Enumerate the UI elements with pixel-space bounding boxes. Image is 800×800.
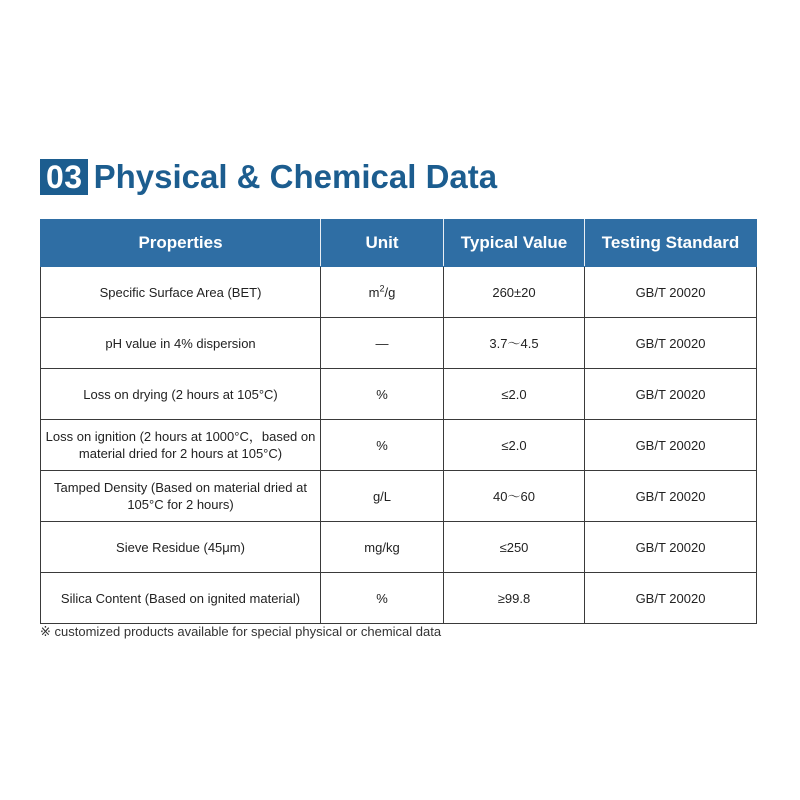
section-title: Physical & Chemical Data xyxy=(93,158,498,195)
cell-property: Loss on drying (2 hours at 105°C) xyxy=(41,369,321,420)
table-row xyxy=(41,318,757,369)
table-header-row xyxy=(41,220,757,267)
cell-typical-value: ≥99.8 xyxy=(444,573,585,624)
column-header-testing-standard: Testing Standard xyxy=(585,220,757,267)
cell-property: Tamped Density (Based on material dried at 105°C for 2 hours) xyxy=(41,471,321,522)
section-number-badge: 03 xyxy=(40,159,88,195)
cell-testing-standard: GB/T 20020 xyxy=(585,369,757,420)
cell-typical-value: 260±20 xyxy=(444,267,585,318)
column-header-unit: Unit xyxy=(321,220,444,267)
footnote: ※ customized products available for special physical or chemical data xyxy=(40,624,442,639)
cell-property: Specific Surface Area (BET) xyxy=(41,267,321,318)
table-row xyxy=(41,267,757,318)
cell-property: Sieve Residue (45μm) xyxy=(41,522,321,573)
table-row xyxy=(41,522,757,573)
cell-property: Loss on ignition (2 hours at 1000°C，based on material dried for 2 hours at 105°C) xyxy=(41,420,321,471)
cell-typical-value: ≤250 xyxy=(444,522,585,573)
cell-unit: % xyxy=(321,573,444,624)
table-row xyxy=(41,573,757,624)
cell-unit xyxy=(321,267,444,318)
cell-property: Silica Content (Based on ignited material) xyxy=(41,573,321,624)
cell-unit: mg/kg xyxy=(321,522,444,573)
cell-typical-value: ≤2.0 xyxy=(444,420,585,471)
table-row xyxy=(41,420,757,471)
cell-unit: % xyxy=(321,369,444,420)
cell-unit: — xyxy=(321,318,444,369)
cell-unit: % xyxy=(321,420,444,471)
cell-typical-value: ≤2.0 xyxy=(444,369,585,420)
unit-tail: /g xyxy=(384,284,396,300)
unit-superscript: 2 xyxy=(379,283,385,294)
cell-typical-value: 40～60 xyxy=(444,471,585,522)
cell-testing-standard: GB/T 20020 xyxy=(585,420,757,471)
unit-base: m xyxy=(368,284,380,300)
physical-chemical-data-table xyxy=(40,219,757,624)
cell-testing-standard: GB/T 20020 xyxy=(585,267,757,318)
cell-testing-standard: GB/T 20020 xyxy=(585,522,757,573)
cell-testing-standard: GB/T 20020 xyxy=(585,471,757,522)
section-heading xyxy=(40,158,497,196)
cell-typical-value: 3.7～4.5 xyxy=(444,318,585,369)
table-row xyxy=(41,471,757,522)
column-header-typical-value: Typical Value xyxy=(444,220,585,267)
cell-property: pH value in 4% dispersion xyxy=(41,318,321,369)
cell-testing-standard: GB/T 20020 xyxy=(585,318,757,369)
column-header-properties: Properties xyxy=(41,220,321,267)
cell-testing-standard: GB/T 20020 xyxy=(585,573,757,624)
table-row xyxy=(41,369,757,420)
cell-unit: g/L xyxy=(321,471,444,522)
